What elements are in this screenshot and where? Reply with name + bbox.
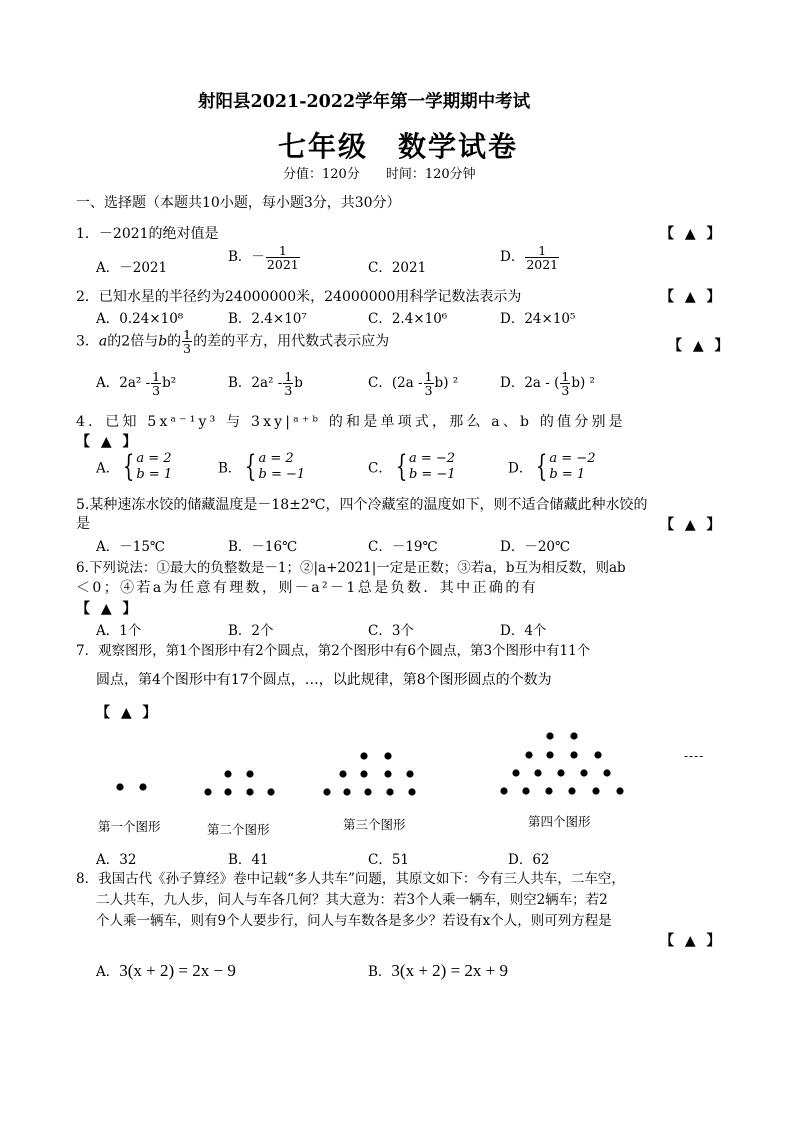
dot xyxy=(224,788,231,795)
figure-caption-2: 第二个图形 xyxy=(207,822,270,837)
dot xyxy=(592,787,599,794)
dot xyxy=(267,788,274,795)
exam-title: 射阳县2021-2022学年第一学期期中考试 xyxy=(198,92,531,112)
fraction-denominator: 2021 xyxy=(266,257,299,273)
fraction-numerator: 1 xyxy=(278,243,287,258)
q1-stem: 1．－2021的绝对值是 xyxy=(76,226,219,242)
q2-option-a[interactable]: A．0.24×10⁸ xyxy=(96,311,184,327)
dot xyxy=(580,769,587,776)
q3-stem-text: 的 xyxy=(167,333,182,350)
figure-caption-1: 第一个图形 xyxy=(98,819,161,834)
dot xyxy=(360,770,367,777)
q3-option-c-pre: C．(2a - xyxy=(368,375,423,392)
dot xyxy=(500,787,507,794)
q8-option-b-label: B． xyxy=(368,964,392,980)
section-heading: 一、选择题（本题共10小题，每小题3分，共30分） xyxy=(76,195,401,211)
figure-caption-3: 第三个图形 xyxy=(343,817,406,832)
q2-option-b[interactable]: B．2.4×10⁷ xyxy=(228,311,307,327)
fraction-numerator: 1 xyxy=(561,369,570,384)
q3-stem-text: 的差的平方，用代数式表示应为 xyxy=(193,333,390,350)
q7-stem-line1: 7．观察图形，第1个图形中有2个圆点，第2个图形中有6个圆点，第3个图形中有11个 xyxy=(76,643,591,659)
q8-option-b-equation: 3(x + 2) = 2x + 9 xyxy=(391,961,509,980)
equation-line: a = −2 xyxy=(408,451,456,466)
q5-option-d[interactable]: D．－20℃ xyxy=(500,539,571,555)
dot xyxy=(557,769,564,776)
exam-subtitle: 七年级 数学试卷 xyxy=(278,130,519,163)
dot xyxy=(603,769,610,776)
dot xyxy=(384,752,391,759)
dot xyxy=(512,769,519,776)
fraction-denominator: 3 xyxy=(183,341,192,357)
q1-option-b-prefix: B．－ xyxy=(228,249,265,266)
q3-option-c-post: b) ² xyxy=(434,375,459,392)
fraction-denominator: 2021 xyxy=(526,257,559,273)
q8-answer-mark[interactable]: 【 ▲ 】 xyxy=(660,933,724,949)
q3-option-a-pre: A．2a² - xyxy=(96,375,151,392)
q6-option-a[interactable]: A．1个 xyxy=(96,623,142,639)
dot xyxy=(522,787,529,794)
q1-option-d-prefix: D． xyxy=(500,249,525,266)
q3-var-a: a xyxy=(98,333,108,350)
q3-stem-text: 的2倍与 xyxy=(107,333,159,350)
q8-stem-line3: 个人乘一辆车，则有9个人要步行，问人与车数各是多少？若设有x个人，则可列方程是 xyxy=(96,913,612,929)
fraction-denominator: 3 xyxy=(152,383,161,399)
dot xyxy=(343,788,350,795)
q3-option-b-post: b xyxy=(294,375,303,392)
q7-option-d[interactable]: D．62 xyxy=(508,852,550,868)
q3-answer-mark[interactable]: 【 ▲ 】 xyxy=(668,338,732,354)
fraction-denominator: 3 xyxy=(284,383,293,399)
equation-line: b = −1 xyxy=(258,466,306,482)
dot xyxy=(204,788,211,795)
dot xyxy=(246,770,253,777)
figure-caption-4: 第四个图形 xyxy=(528,814,591,829)
q5-stem-line2: 是 xyxy=(76,516,90,532)
equation-line: a = 2 xyxy=(258,451,294,466)
q8-option-a-equation: 3(x + 2) = 2x − 9 xyxy=(119,961,236,980)
fraction-numerator: 1 xyxy=(152,369,161,384)
dot xyxy=(594,751,601,758)
brace-icon: { xyxy=(395,448,408,484)
q8-option-a[interactable] xyxy=(96,960,236,981)
q3-option-d-pre: D．2a - ( xyxy=(500,375,560,392)
q8-option-b[interactable] xyxy=(368,960,508,981)
q6-answer-mark[interactable]: 【 ▲ 】 xyxy=(76,601,140,617)
fraction-numerator: 1 xyxy=(424,369,433,384)
dot xyxy=(616,787,623,794)
q3-option-b-pre: B．2a² - xyxy=(228,375,283,392)
q2-answer-mark[interactable]: 【 ▲ 】 xyxy=(660,289,724,305)
q1-option-a[interactable]: A．－2021 xyxy=(96,260,168,276)
q4-answer-mark[interactable]: 【 ▲ 】 xyxy=(76,434,140,450)
dot xyxy=(384,770,391,777)
q3-var-b: b xyxy=(158,333,168,350)
equation-line: a = −2 xyxy=(549,451,596,466)
q8-option-a-label: A． xyxy=(96,964,120,980)
q3-option-d-post: b) ² xyxy=(571,375,595,392)
dot xyxy=(224,770,231,777)
q6-option-c[interactable]: C．3个 xyxy=(368,623,414,639)
dot xyxy=(360,752,367,759)
equation-line: b = −1 xyxy=(408,466,456,482)
q6-stem-line1: 6.下列说法：①最大的负整数是－1；②|a+2021|一定是正数；③若a，b互为相反数，则ab xyxy=(76,560,626,576)
brace-icon: { xyxy=(536,448,548,484)
q7-answer-mark[interactable]: 【 ▲ 】 xyxy=(96,705,160,721)
dot xyxy=(546,751,553,758)
q1-answer-mark[interactable]: 【 ▲ 】 xyxy=(660,226,724,242)
q3-stem-number: 3． xyxy=(76,333,99,350)
q5-stem-line1: 5.某种速冻水饺的储藏温度是－18±2℃，四个冷藏室的温度如下，则不适合储藏此种水饺的 xyxy=(76,497,648,513)
dot xyxy=(408,788,415,795)
fraction-numerator: 1 xyxy=(538,243,547,258)
q7-stem-line2: 圆点，第4个图形中有17个圆点，…，以此规律，第8个图形圆点的个数为 xyxy=(96,672,552,688)
q7-option-b[interactable]: B．41 xyxy=(228,852,269,868)
dot xyxy=(570,751,577,758)
q2-stem: 2．已知水星的半径约为24000000米，24000000用科学记数法表示为 xyxy=(76,289,522,305)
q5-answer-mark[interactable]: 【 ▲ 】 xyxy=(660,517,724,533)
dot xyxy=(406,770,413,777)
q5-option-a[interactable]: A．－15℃ xyxy=(96,539,166,555)
dot xyxy=(139,783,146,790)
q4-option-a-label: A． xyxy=(96,460,120,477)
continuation-dash: ---- xyxy=(684,749,705,763)
equation-line: b = 1 xyxy=(136,466,173,482)
q7-option-c[interactable]: C．51 xyxy=(368,852,410,868)
q3-option-a-post: b² xyxy=(162,375,177,392)
dot xyxy=(546,732,553,739)
q1-option-c[interactable]: C．2021 xyxy=(368,260,427,276)
exam-meta: 分值：120分 时间：120分钟 xyxy=(283,167,476,182)
q6-stem-line2: ＜0；④若a为任意有理数，则－a²－1总是负数．其中正确的有 xyxy=(76,580,539,596)
q7-option-a[interactable]: A．32 xyxy=(96,852,137,868)
q6-option-d[interactable]: D．4个 xyxy=(500,623,547,639)
q2-option-c[interactable]: C．2.4×10⁶ xyxy=(368,311,448,327)
brace-icon: { xyxy=(245,448,257,484)
q2-option-d[interactable]: D．24×10⁵ xyxy=(500,311,576,327)
dot xyxy=(386,788,393,795)
q5-option-b[interactable]: B．－16℃ xyxy=(228,539,298,555)
equation-line: b = 1 xyxy=(549,466,586,482)
dot xyxy=(525,751,532,758)
q8-stem-line1: 8．我国古代《孙子算经》卷中记载“多人共车”问题，其原文如下：今有三人共车，二车空， xyxy=(76,871,625,887)
brace-icon: { xyxy=(123,448,135,484)
dot xyxy=(545,787,552,794)
q5-option-c[interactable]: C．－19℃ xyxy=(368,539,438,555)
dot xyxy=(568,787,575,794)
dot xyxy=(339,770,346,777)
q6-option-b[interactable]: B．2个 xyxy=(228,623,274,639)
fraction-numerator: 1 xyxy=(183,327,192,342)
equation-line: a = 2 xyxy=(136,451,172,466)
dot xyxy=(246,788,253,795)
dot xyxy=(323,788,330,795)
q4-option-c-label: C． xyxy=(368,460,392,477)
q8-stem-line2: 二人共车，九人步，问人与车各几何？其大意为：若3个人乘一辆车，则空2辆车；若2 xyxy=(96,892,608,908)
q4-option-d-label: D． xyxy=(508,460,533,477)
q4-option-b-label: B． xyxy=(218,460,242,477)
fraction-denominator: 3 xyxy=(424,383,433,399)
fraction-numerator: 1 xyxy=(284,369,293,384)
dot xyxy=(364,788,371,795)
dot xyxy=(570,732,577,739)
fraction-denominator: 3 xyxy=(561,383,570,399)
q4-stem: 4．已知 5xᵃ⁻¹y³ 与 3xy|ᵃ⁺ᵇ 的和是单项式，那么 a、b 的值分别是 xyxy=(76,414,626,430)
dot xyxy=(116,783,123,790)
dot xyxy=(534,769,541,776)
